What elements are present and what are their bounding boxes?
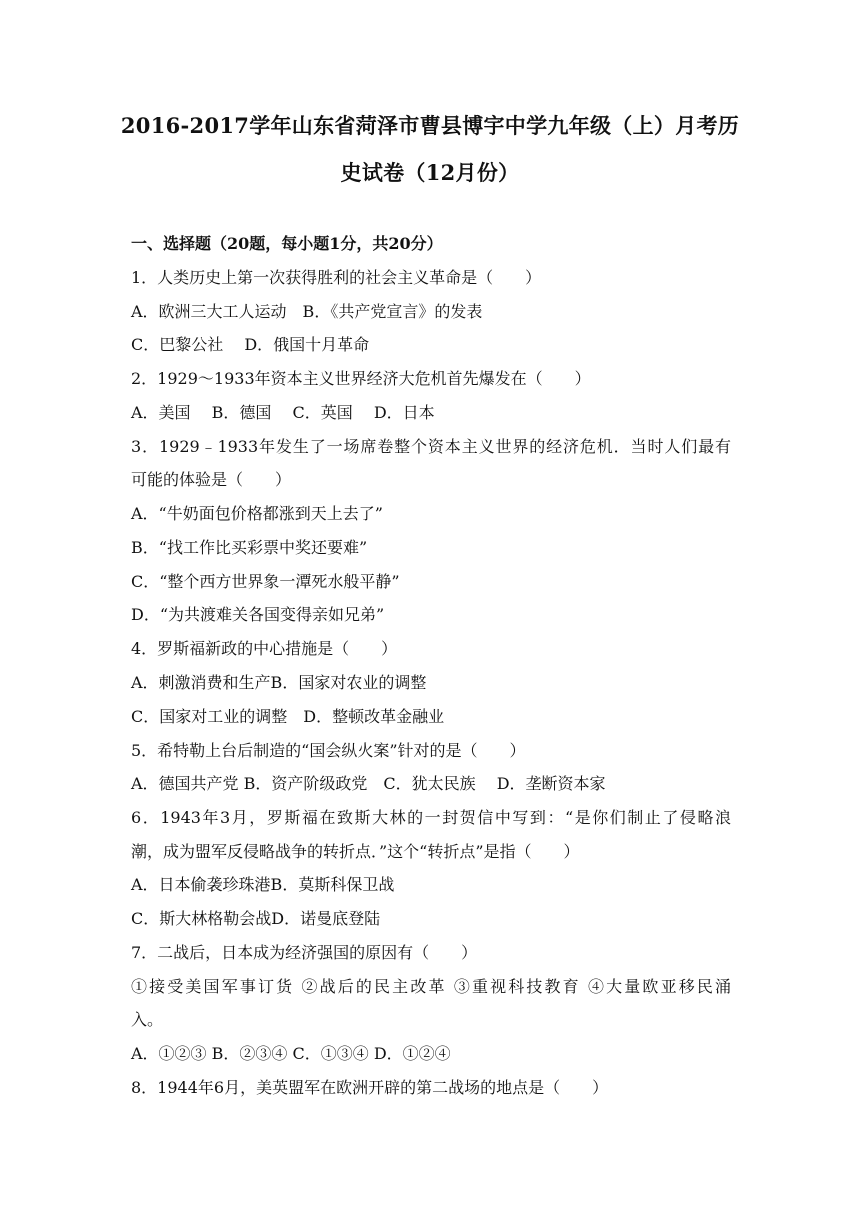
question-3-stem-line-2: 可能的体验是（ ）	[131, 470, 292, 489]
question-6-stem-line-1: 6．1943年3月，罗斯福在致斯大林的一封贺信中写到：“是你们制止了侵略浪	[131, 808, 731, 827]
question-4-options-ab: A．刺激消费和生产B．国家对农业的调整	[131, 673, 427, 692]
question-7-options: A．①②③ B．②③④ C．①③④ D．①②④	[131, 1044, 451, 1063]
question-2-stem: 2．1929～1933年资本主义世界经济大危机首先爆发在（ ）	[131, 369, 591, 388]
question-7-statements-line-1: ①接受美国军事订货 ②战后的民主改革 ③重视科技教育 ④大量欧亚移民涌	[131, 977, 731, 996]
question-6-options-cd: C．斯大林格勒会战D．诺曼底登陆	[131, 909, 381, 928]
question-8-stem: 8．1944年6月，美英盟军在欧洲开辟的第二战场的地点是（ ）	[131, 1078, 609, 1097]
question-3-option-a: A．“牛奶面包价格都涨到天上去了”	[131, 504, 383, 523]
question-1-stem: 1．人类历史上第一次获得胜利的社会主义革命是（ ）	[131, 268, 542, 287]
question-2-options: A．美国 B．德国 C．英国 D．日本	[131, 403, 435, 422]
question-7-statements-line-2: 入。	[131, 1010, 164, 1029]
question-3-option-c: C．“整个西方世界象一潭死水般平静”	[131, 572, 400, 591]
question-5-stem: 5．希特勒上台后制造的“国会纵火案”针对的是（ ）	[131, 741, 526, 760]
question-4-stem: 4．罗斯福新政的中心措施是（ ）	[131, 639, 398, 658]
question-3-option-b: B．“找工作比买彩票中奖还要难”	[131, 538, 368, 557]
question-6-stem-line-2: 潮，成为盟军反侵略战争的转折点．”这个“转折点”是指（ ）	[131, 842, 580, 861]
question-3-option-d: D．“为共渡难关各国变得亲如兄弟”	[131, 605, 385, 624]
section-heading-choice: 一、选择题（20题，每小题1分，共20分）	[131, 234, 443, 253]
question-6-options-ab: A．日本偷袭珍珠港B．莫斯科保卫战	[131, 875, 395, 894]
question-1-options-cd: C．巴黎公社 D．俄国十月革命	[131, 335, 370, 354]
question-3-stem-line-1: 3．1929﹣1933年发生了一场席卷整个资本主义世界的经济危机．当时人们最有	[131, 437, 731, 456]
question-7-stem: 7．二战后，日本成为经济强国的原因有（ ）	[131, 943, 478, 962]
document-title-line-1: 2016-2017学年山东省菏泽市曹县博宇中学九年级（上）月考历	[120, 113, 740, 138]
question-1-options-ab: A．欧洲三大工人运动 B．《共产党宣言》的发表	[131, 302, 483, 321]
question-4-options-cd: C．国家对工业的调整 D．整顿改革金融业	[131, 707, 445, 726]
document-title-line-2: 史试卷（12月份）	[340, 160, 520, 185]
question-5-options: A．德国共产党 B．资产阶级政党 C．犹太民族 D．垄断资本家	[131, 774, 606, 793]
